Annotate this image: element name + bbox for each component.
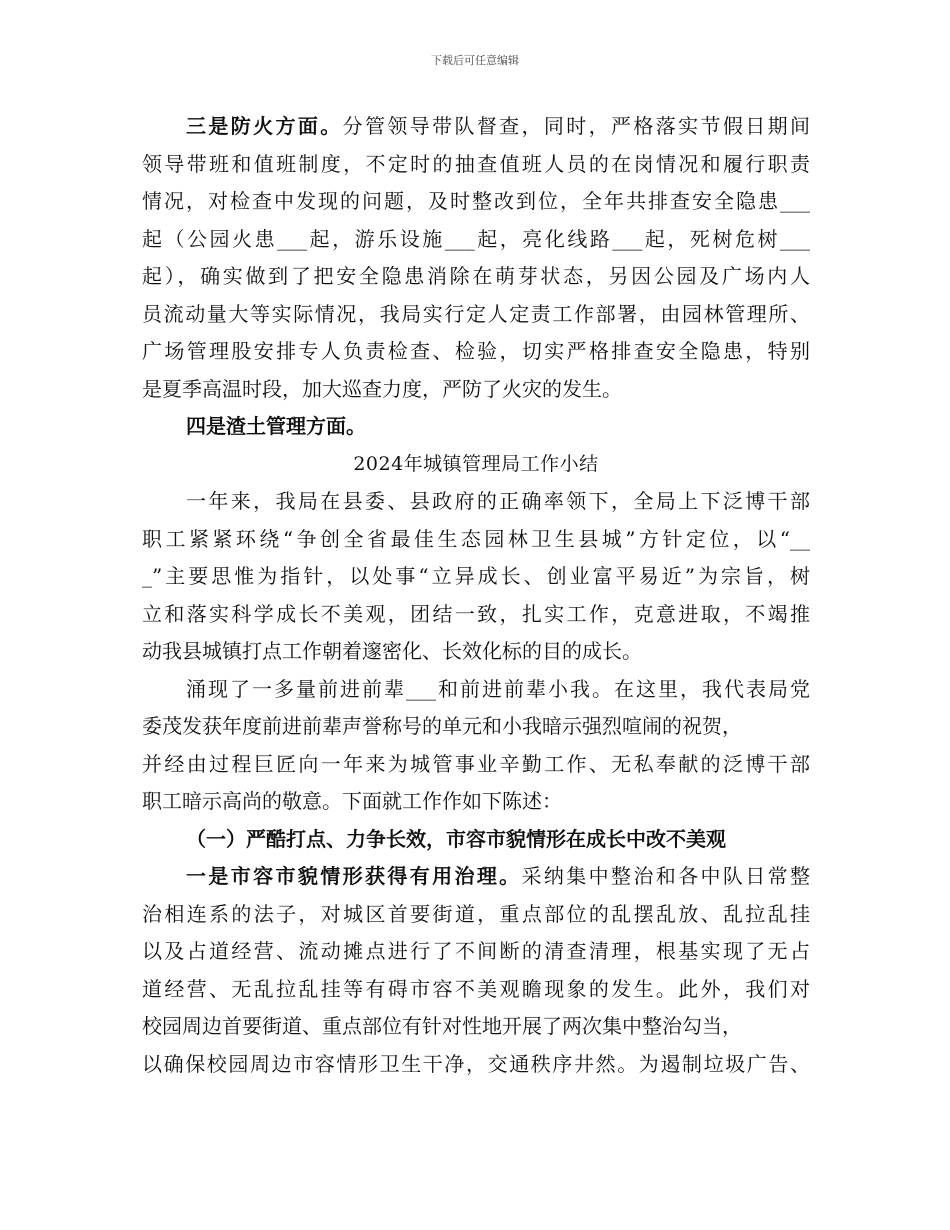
intro-line-4: 立和落实科学成长不美观，团结一致，扎实工作，克意进取，不竭推	[142, 601, 810, 626]
city-paragraph-line-4: 道经营、无乱拉乱挂等有碍市容不美观瞻现象的发生。此外，我们对	[142, 976, 810, 1001]
fire-paragraph-line-4: 起（公园火患___起，游乐设施___起，亮化线路___起，死树危树___	[142, 226, 810, 251]
intro-line-3: _”主要思惟为指针，以处事“立异成长、创业富平易近”为宗旨，树	[142, 564, 810, 588]
intro-line-1: 一年来，我局在县委、县政府的正确率领下，全局上下泛博干部	[186, 489, 810, 513]
header-note: 下载后可任意编辑	[431, 54, 519, 67]
fire-section-lead: 三是防火方面。	[186, 114, 343, 138]
fire-paragraph-line-8: 是夏季高温时段，加大巡查力度，严防了火灾的发生。	[142, 376, 622, 401]
praise-line-2: 委茂发获年度前进前辈声誉称号的单元和小我暗示强烈喧闹的祝贺，	[142, 714, 742, 738]
city-paragraph-line-2: 治相连系的法子，对城区首要街道，重点部位的乱摆乱放、乱拉乱挂	[142, 901, 810, 926]
praise-line-4: 职工暗示高尚的敬意。下面就工作作如下陈述：	[142, 789, 562, 813]
city-paragraph-line-5: 校园周边首要街道、重点部位有针对性地开展了两次集中整治勾当，	[142, 1014, 742, 1038]
fire-paragraph-line-1	[142, 108, 810, 146]
fire-paragraph-line-3: 情况，对检查中发现的问题，及时整改到位，全年共排查安全隐患___	[142, 189, 810, 213]
fire-paragraph-line-6: 员流动量大等实际情况，我局实行定人定责工作部署，由园林管理所、	[142, 301, 810, 326]
intro-line-2: 职工紧紧环绕“争创全省最佳生态园林卫生县城”方针定位，以“__	[142, 526, 810, 551]
fire-paragraph-line-5: 起），确实做到了把安全隐患消除在萌芽状态，另因公园及广场内人	[142, 264, 810, 288]
city-paragraph-line-3: 以及占道经营、流动摊点进行了不间断的清查清理，根基实现了无占	[142, 939, 810, 963]
city-line-text: 采纳集中整治和各中队日常整	[521, 864, 811, 888]
document-title: 2024年城镇管理局工作小结	[353, 452, 599, 475]
intro-line-5: 动我县城镇打点工作朝着邃密化、长效化标的目的成长。	[142, 639, 642, 663]
city-paragraph-line-6: 以确保校园周边市容情形卫生干净，交通秩序井然。为遏制垃圾广告、	[142, 1051, 810, 1076]
praise-line-1: 涌现了一多量前进前辈___和前进前辈小我。在这里，我代表局党	[186, 676, 810, 701]
praise-line-3: 并经由过程巨匠向一年来为城管事业辛勤工作、无私奉献的泛博干部	[142, 751, 810, 776]
city-section-lead: 一是市容市貌情形获得有用治理。	[186, 864, 522, 888]
fire-line-text: 分管领导带队督查，同时，严格落实节假日期间	[342, 114, 811, 138]
soil-section-lead: 四是渣土管理方面。	[186, 414, 366, 438]
fire-paragraph-line-2: 领导带班和值班制度，不定时的抽查值班人员的在岗情况和履行职责	[142, 151, 810, 176]
subheading: （一）严酷打点、力争长效，市容市貌情形在成长中改不美观	[186, 826, 726, 851]
city-paragraph-line-1	[142, 858, 810, 896]
fire-paragraph-line-7: 广场管理股安排专人负责检查、检验，切实严格排查安全隐患，特别	[142, 339, 810, 363]
document-body	[142, 108, 810, 1083]
